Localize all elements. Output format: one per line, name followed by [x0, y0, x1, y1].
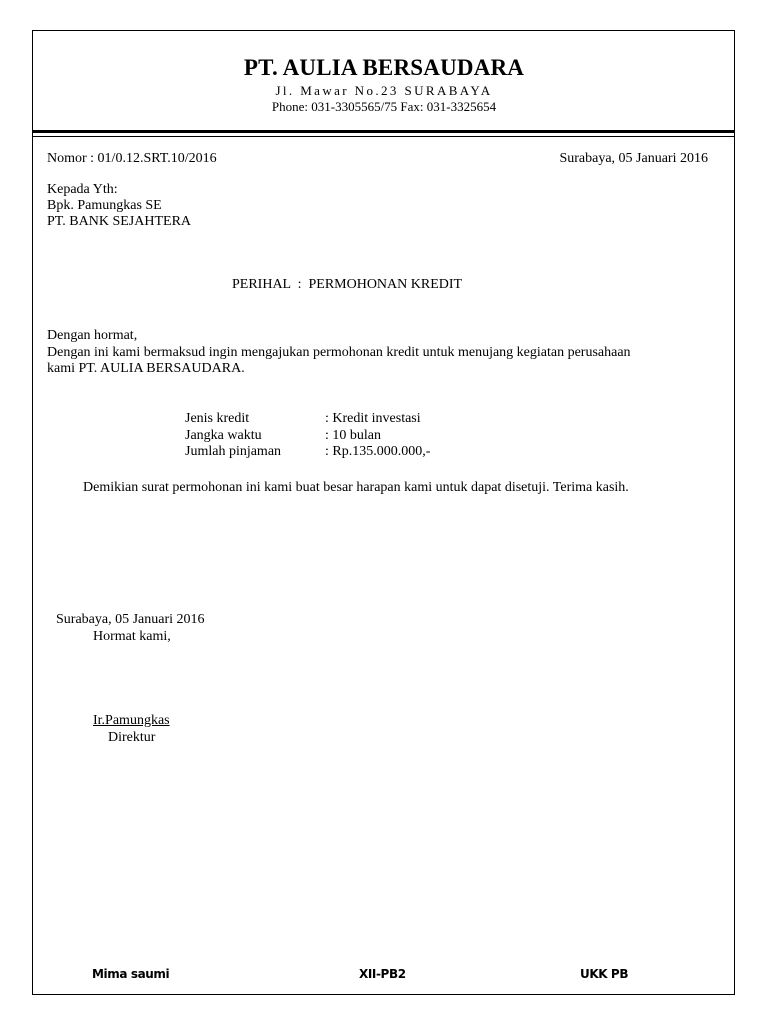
letter-number: Nomor : 01/0.12.SRT.10/2016 [47, 151, 217, 166]
recipient-greeting: Kepada Yth: [47, 182, 118, 197]
letter-date: Surabaya, 05 Januari 2016 [559, 151, 708, 166]
body-paragraph-line-2: kami PT. AULIA BERSAUDARA. [47, 361, 245, 376]
letter-subject: PERIHAL : PERMOHONAN KREDIT [232, 277, 463, 292]
letterhead-rule-thin [33, 136, 735, 137]
detail-value: : 10 bulan [325, 428, 381, 443]
detail-value: : Rp.135.000.000,- [325, 444, 431, 459]
footer-center: XII-PB2 [359, 967, 406, 981]
detail-value: : Kredit investasi [325, 411, 421, 426]
signature-regards: Hormat kami, [93, 629, 171, 644]
salutation: Dengan hormat, [47, 328, 138, 343]
signatory-title: Direktur [108, 730, 156, 745]
detail-label: Jenis kredit [185, 411, 250, 426]
recipient-name: Bpk. Pamungkas SE [47, 198, 162, 213]
signature-place-date: Surabaya, 05 Januari 2016 [56, 612, 205, 627]
closing-paragraph: Demikian surat permohonan ini kami buat besar harapan kami untuk dapat disetuji. Terima kasih. [83, 480, 629, 495]
signatory-name: Ir.Pamungkas [93, 713, 170, 728]
detail-label: Jangka waktu [185, 428, 262, 443]
detail-label: Jumlah pinjaman [185, 444, 282, 459]
body-paragraph-line-1: Dengan ini kami bermaksud ingin mengajukan permohonan kredit untuk menujang kegiatan perusahaan [47, 345, 631, 360]
page-border [32, 30, 735, 995]
letterhead-rule-thick [33, 130, 735, 133]
recipient-company: PT. BANK SEJAHTERA [47, 214, 192, 229]
footer-right: UKK PB [580, 967, 629, 981]
company-address: Jl. Mawar No.23 SURABAYA [275, 83, 493, 98]
footer-left: Mima saumi [92, 967, 170, 981]
company-name: PT. AULIA BERSAUDARA [243, 55, 525, 80]
company-phone: Phone: 031-3305565/75 Fax: 031-3325654 [271, 99, 497, 114]
